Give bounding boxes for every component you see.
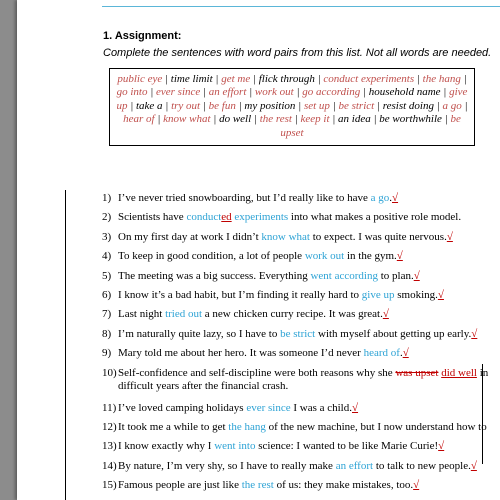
sentence-text: On my first day at work I didn’t (118, 230, 262, 243)
answer-text: know what (261, 230, 310, 243)
answer-text: conduct (186, 211, 222, 224)
sentence-number: 12) (102, 420, 117, 433)
sentence-text: smoking. (394, 288, 438, 301)
word-pair: go into (116, 86, 148, 99)
sentence-text: I’m naturally quite lazy, so I have to (118, 327, 281, 340)
word-separator: | (251, 113, 260, 126)
word-pair: give up (116, 86, 468, 112)
word-pair: try out (171, 99, 201, 112)
answer-text: be strict (280, 327, 316, 340)
word-pair: set up (303, 99, 330, 112)
sentence-number: 6) (102, 288, 112, 301)
sentence-text: . (389, 192, 392, 204)
word-separator: | (441, 113, 451, 126)
document-page (17, 0, 500, 500)
sentence-text: science: I wanted to be like Marie Curie! (255, 440, 439, 453)
tick-mark: √ (402, 347, 409, 360)
sentence-number: 14) (102, 459, 117, 472)
sentence-item (102, 289, 500, 308)
word-separator: | (246, 86, 255, 99)
word-separator: | (200, 99, 209, 112)
answer-text: the rest (241, 479, 274, 492)
sentence-number: 9) (102, 347, 112, 360)
sentence-text: I know it’s a bad habit, but I’m finding it really hard to (118, 288, 362, 301)
sentence-text: into what makes a positive role model. (288, 211, 462, 224)
sentence-text: The meeting was a big success. Everything (118, 269, 311, 282)
sentence-body (118, 308, 389, 320)
answer-text: tried out (165, 308, 203, 321)
sentence-number: 8) (102, 327, 112, 340)
word-pair: an effort (208, 86, 247, 99)
word-separator: | (293, 86, 303, 99)
word-pair: take a (135, 99, 163, 112)
header-rule (102, 6, 500, 7)
word-pair: an idea (338, 113, 371, 126)
word-separator: | (291, 113, 301, 126)
word-pair: be strict (338, 99, 375, 112)
word-separator: | (460, 73, 467, 85)
assignment-instruction: Complete the sentences with word pairs from this list. Not all words are needed. (103, 47, 492, 59)
sentence-body (118, 192, 398, 204)
inserted-text: ed (221, 211, 232, 224)
sentence-number: 13) (102, 440, 117, 453)
sentence-text: Self-confidence and self-discipline were both reasons why she (118, 366, 396, 379)
sentence-number: 11) (102, 401, 117, 414)
word-pair: the hang (422, 73, 461, 85)
word-pair: a go (442, 99, 462, 112)
sentence-text: By nature, I’m very shy, so I have to really make (118, 459, 336, 472)
word-pair: household name (368, 86, 441, 99)
answer-text: give up (361, 288, 395, 301)
word-separator: | (250, 73, 259, 85)
word-pair: resist doing (382, 99, 434, 112)
word-separator: | (329, 113, 339, 126)
answer-text: ever since (246, 401, 291, 414)
word-pair: be fun (208, 99, 236, 112)
word-separator: | (235, 99, 245, 112)
sentence-text: of us: they make mistakes, too. (273, 479, 414, 492)
sentence-item (102, 479, 500, 498)
inserted-text: did well (441, 366, 477, 379)
sentence-body (118, 402, 358, 414)
sentence-body (118, 328, 477, 340)
change-bar (65, 190, 66, 500)
word-separator: | (461, 99, 468, 112)
sentence-text: I’ve loved camping holidays (118, 401, 247, 414)
tick-mark: √ (471, 327, 478, 340)
sentence-text: I know exactly why I (118, 440, 215, 453)
sentence-body (118, 440, 444, 452)
word-pair: public eye (117, 73, 163, 85)
answer-text: work out (304, 250, 345, 263)
sentence-text: Famous people are just like (118, 479, 242, 492)
assignment-heading: 1. Assignment: (103, 30, 182, 42)
sentence-text: Last night (118, 308, 166, 321)
sentence-body (118, 479, 419, 491)
sentence-number: 15) (102, 479, 117, 492)
sentence-body (118, 460, 477, 472)
sentence-text: Scientists have (118, 211, 187, 224)
sentence-text: . (399, 347, 403, 360)
sentence-body (118, 367, 500, 393)
sentence-text: a new chicken curry recipe. It was great. (202, 308, 383, 321)
sentence-item (102, 231, 500, 250)
word-pair: my position (244, 99, 296, 112)
word-pair: the rest (259, 113, 292, 126)
sentence-item (102, 421, 500, 440)
word-pair: conduct experiments (323, 73, 415, 85)
tick-mark: √ (392, 192, 399, 204)
tick-mark: √ (470, 459, 477, 472)
deleted-text: was upset (395, 366, 439, 379)
sentence-body (118, 289, 444, 301)
word-separator: | (295, 99, 304, 112)
word-separator: | (440, 86, 450, 99)
sentence-body (118, 250, 403, 262)
sentence-item (102, 367, 500, 402)
sentence-item (102, 270, 500, 289)
sentence-text: It took me a while to get (118, 420, 229, 433)
answer-text: the hang (228, 420, 266, 433)
word-separator: | (210, 113, 220, 126)
word-separator: | (127, 99, 136, 112)
answer-text: heard of (363, 347, 400, 360)
sentence-text: to plan. (377, 269, 414, 282)
answer-text: went according (310, 269, 378, 282)
sentence-body (118, 211, 461, 223)
word-separator: | (433, 99, 443, 112)
word-separator: | (360, 86, 369, 99)
tick-mark: √ (438, 440, 445, 453)
sentence-item (102, 402, 500, 421)
word-separator: | (329, 99, 339, 112)
sentence-number: 4) (102, 250, 112, 263)
sentence-number: 5) (102, 269, 112, 282)
sentence-item (102, 250, 500, 269)
sentence-text: I’ve never tried snowboarding, but I’d really like to have (118, 192, 371, 204)
sentence-text: in the gym. (344, 250, 397, 263)
word-separator: | (147, 86, 156, 99)
word-pair: be upset (280, 113, 461, 139)
sentence-number: 2) (102, 211, 112, 224)
tick-mark: √ (413, 479, 420, 492)
tick-mark: √ (446, 230, 453, 243)
tick-mark: √ (352, 401, 359, 414)
word-separator: | (154, 113, 164, 126)
word-pair: go according (302, 86, 361, 99)
sentence-item (102, 328, 500, 347)
sentence-item (102, 440, 500, 459)
sentence-body (118, 270, 420, 282)
sentence-text: to talk to new people. (373, 459, 471, 472)
answer-text: experiments (234, 211, 289, 224)
tick-mark: √ (382, 308, 389, 321)
word-pair: be worthwhile (379, 113, 442, 126)
sentence-text: with myself about getting up early. (315, 327, 472, 340)
word-separator: | (200, 86, 209, 99)
answer-text: went into (214, 440, 256, 453)
word-separator: | (162, 99, 172, 112)
word-separator: | (162, 73, 171, 85)
sentence-item (102, 192, 500, 211)
word-pair: ever since (155, 86, 201, 99)
word-separator: | (374, 99, 383, 112)
sentence-text: Mary told me about her hero. It was someone I’d never (118, 347, 364, 360)
sentence-number: 1) (102, 192, 112, 204)
word-separator: | (414, 73, 423, 85)
word-pair: time limit (170, 73, 213, 85)
tick-mark: √ (396, 250, 403, 263)
word-list-box (109, 68, 475, 146)
word-pair: know what (163, 113, 211, 126)
tick-mark: √ (413, 269, 420, 282)
word-pair: hear of (123, 113, 155, 126)
tick-mark: √ (437, 288, 444, 301)
sentence-item (102, 308, 500, 327)
sentence-text: in difficult years after the financial crash. (118, 366, 489, 392)
sentence-body (118, 231, 453, 243)
sentence-number: 10) (102, 366, 117, 379)
sentence-body (118, 421, 487, 433)
sentence-number: 7) (102, 308, 112, 321)
word-pair: work out (254, 86, 294, 99)
sentence-text: To keep in good condition, a lot of people (118, 250, 305, 263)
word-pair: flick through (258, 73, 315, 85)
word-pair: get me (221, 73, 251, 85)
sentence-text: of the new machine, but I now understand how to (265, 420, 487, 433)
word-pair: do well (219, 113, 252, 126)
sentence-body (118, 347, 409, 359)
sentence-text: I was a child. (290, 401, 352, 414)
sentence-item (102, 460, 500, 479)
word-separator: | (212, 73, 222, 85)
answer-text: an effort (335, 459, 374, 472)
word-separator: | (370, 113, 380, 126)
word-separator: | (314, 73, 324, 85)
sentence-list (102, 192, 500, 498)
sentence-item (102, 211, 500, 230)
sentence-text: to expect. I was quite nervous. (309, 230, 447, 243)
sentence-number: 3) (102, 230, 112, 243)
sentence-item (102, 347, 500, 366)
answer-text: a go (370, 192, 390, 204)
word-pair: keep it (300, 113, 330, 126)
